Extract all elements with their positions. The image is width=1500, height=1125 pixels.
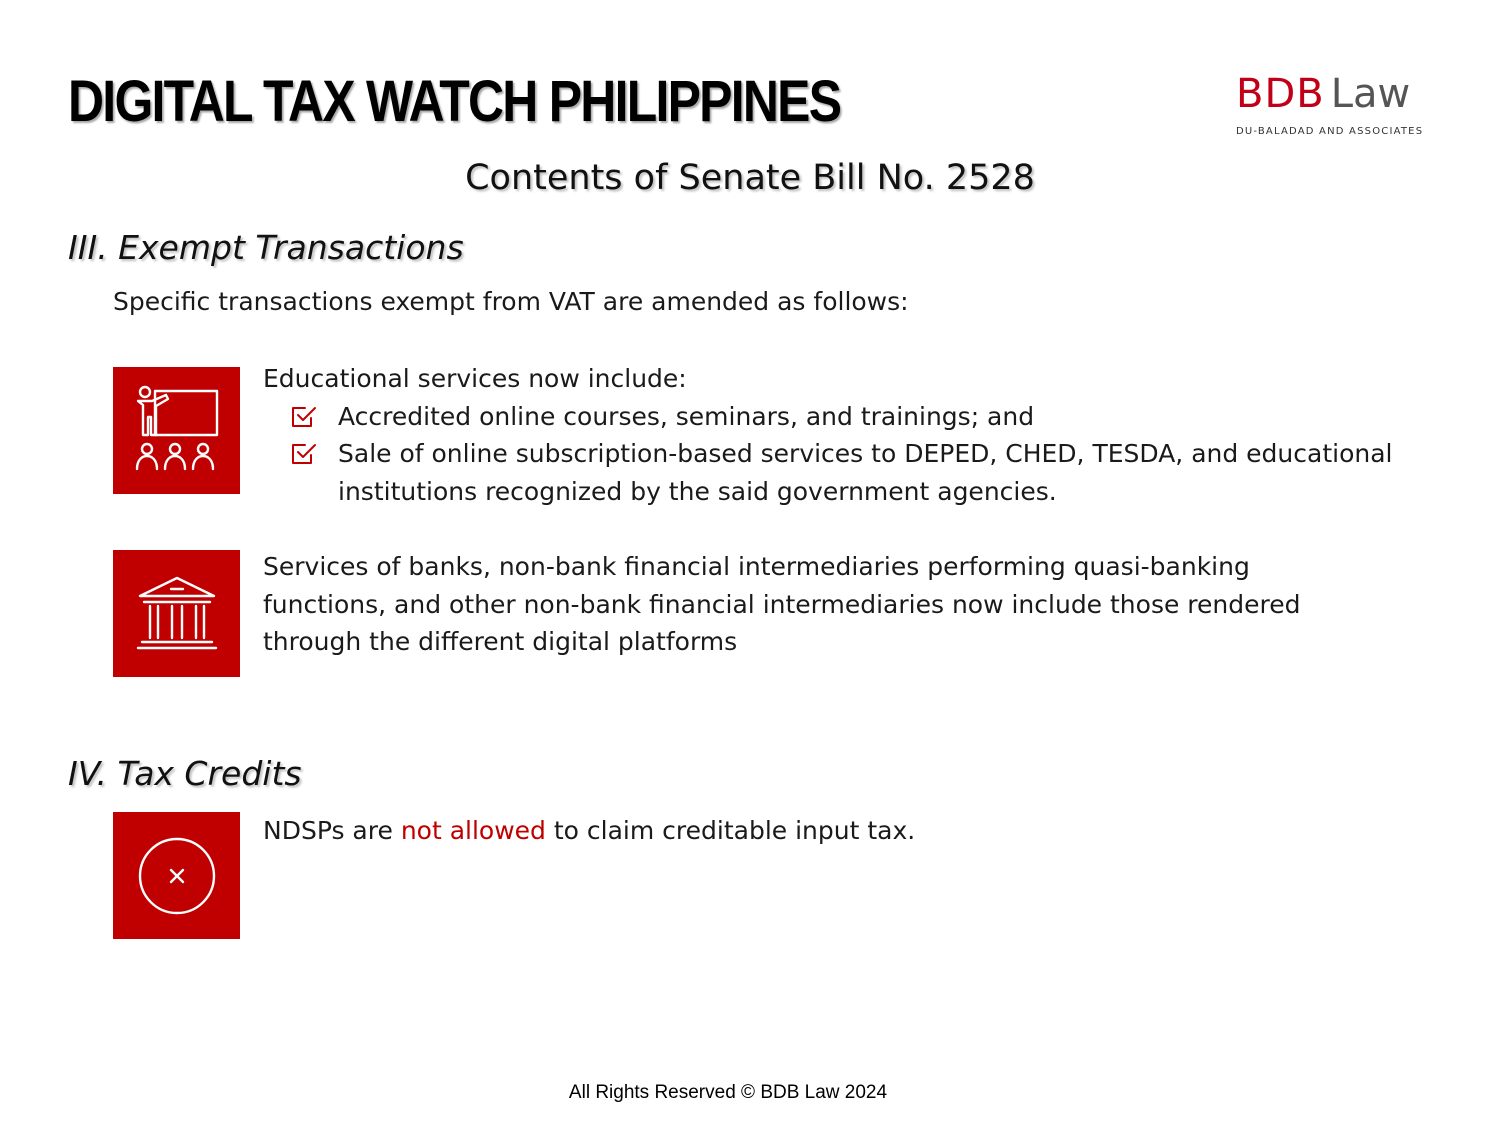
- education-lead: Educational services now include:: [263, 364, 687, 393]
- list-item: Accredited online courses, seminars, and trainings; and: [289, 398, 1443, 436]
- footer-copyright: All Rights Reserved © BDB Law 2024: [568, 1082, 888, 1103]
- bdb-law-logo: [1236, 71, 1436, 137]
- banking-text-block: Services of banks, non-bank financial intermediaries performing quasi-banking functions, and other non-bank financial intermediaries now include those rendered through the different digital platforms: [263, 552, 1301, 656]
- logo-brand: BDB: [1236, 71, 1325, 117]
- education-list: [289, 398, 1443, 511]
- list-item: Sale of online subscription-based services to DEPED, CHED, TESDA, and educational institutions recognized by the said government agencies.: [289, 435, 1443, 510]
- section-intro: Specific transactions exempt from VAT are amended as follows:: [113, 287, 909, 316]
- bank-building-icon: [113, 550, 240, 677]
- section-heading-exempt-transactions: III. Exempt Transactions: [68, 228, 464, 267]
- tax-credits-text: NDSPs are not allowed to claim creditable input tax.: [263, 816, 916, 845]
- not-allowed-circle-icon: [113, 812, 240, 939]
- section-heading-tax-credits: IV. Tax Credits: [68, 754, 302, 793]
- checkbox-check-icon: [289, 439, 317, 467]
- education-text-block: [263, 360, 1443, 510]
- logo-tagline: DU-BALADAD AND ASSOCIATES: [1236, 126, 1424, 137]
- checkbox-check-icon: [289, 402, 317, 430]
- logo-brand-suffix: Law: [1330, 71, 1411, 117]
- teacher-presentation-icon: [113, 367, 240, 494]
- page-title: DIGITAL TAX WATCH PHILIPPINES: [68, 69, 841, 134]
- slide-subtitle: Contents of Senate Bill No. 2528: [465, 158, 1035, 198]
- not-allowed-highlight: not allowed: [400, 816, 546, 845]
